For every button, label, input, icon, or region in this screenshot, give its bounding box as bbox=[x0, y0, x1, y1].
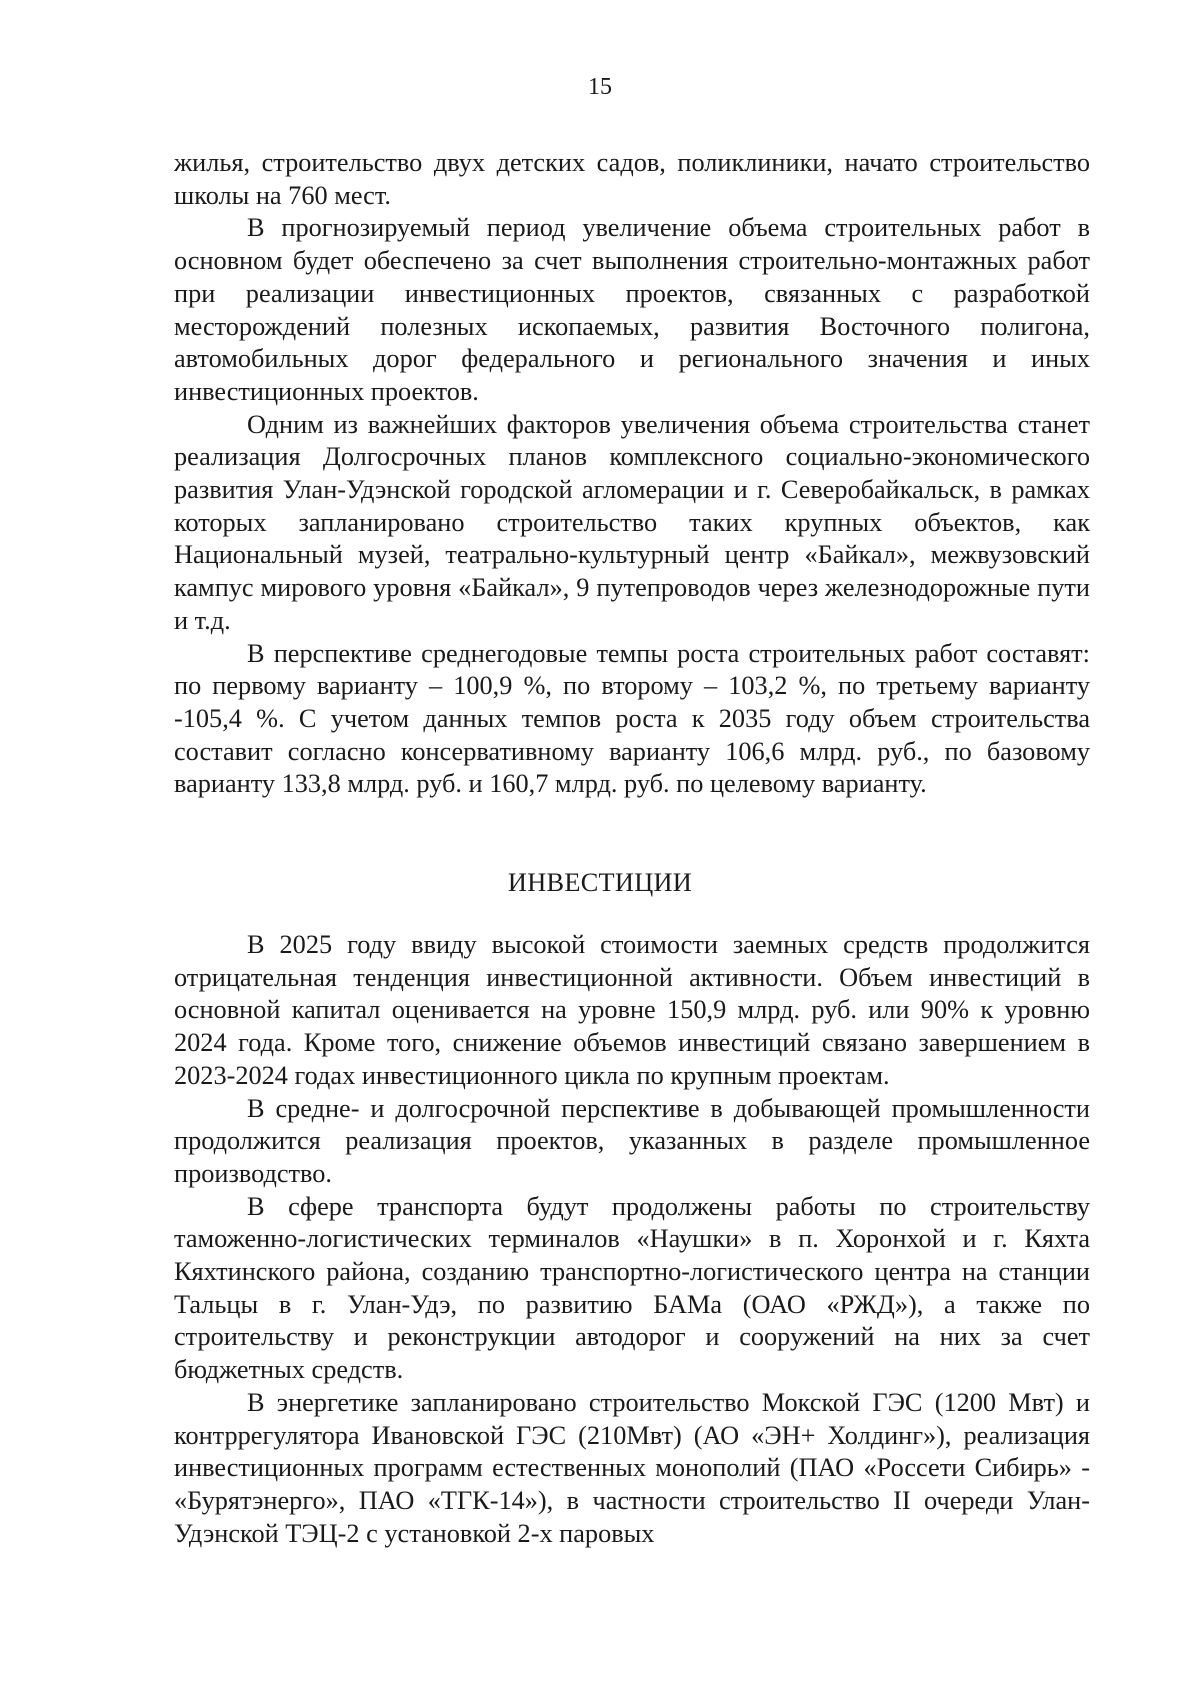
paragraph: В энергетике запланировано строительство Мокской ГЭС (1200 Мвт) и контррегулятора Ивановской ГЭС (210Мвт) (АО «ЭН+ Холдинг»), реализация инвестиционных программ естественных монополий (ПАО «Россети Сибирь» - «Бурятэнерго», ПАО «ТГК-14»), в частности строительство II очереди Улан-Удэнской ТЭЦ-2 с установкой 2-х паровых bbox=[174, 1387, 1090, 1548]
paragraph: В прогнозируемый период увеличение объема строительных работ в основном будет обеспечено за счет выполнения строительно-монтажных работ при реализации инвестиционных проектов, связанных с разработкой месторождений полезных ископаемых, развития Восточного полигона, автомобильных дорог федерального и регионального значения и иных инвестиционных проектов. bbox=[174, 213, 1090, 406]
paragraph: В 2025 году ввиду высокой стоимости заемных средств продолжится отрицательная тенденция инвестиционной активности. Объем инвестиций в основной капитал оценивается на уровне 150,9 млрд. руб. или 90% к уровню 2024 года. Кроме того, снижение объемов инвестиций связано завершением в 2023-2024 годах инвестиционного цикла по крупным проектам. bbox=[174, 930, 1090, 1090]
section-heading: ИНВЕСТИЦИИ bbox=[507, 868, 693, 897]
text-block-investments bbox=[174, 929, 1090, 1550]
page-number: 15 bbox=[588, 74, 612, 100]
paragraph: Одним из важнейших факторов увеличения объема строительства станет реализация Долгосрочных планов комплексного социально-экономического развития Улан-Удэнской городской агломерации и г. Северобайкальск, в рамках которых запланировано строительство таких крупных объектов, как Национальный музей, театрально-культурный центр «Байкал», межвузовский кампус мирового уровня «Байкал», 9 путепроводов через железнодорожные пути и т.д. bbox=[174, 409, 1090, 635]
paragraph: В сфере транспорта будут продолжены работы по строительству таможенно-логистических терминалов «Наушки» в п. Хоронхой и г. Кяхта Кяхтинского района, созданию транспортно-логистического центра на станции Тальцы в г. Улан-Удэ, по развитию БАМа (ОАО «РЖД»), а также по строительству и реконструкции автодорог и сооружений на них за счет бюджетных средств. bbox=[174, 1191, 1090, 1385]
text-block-construction bbox=[174, 147, 1090, 801]
paragraph: В перспективе среднегодовые темпы роста строительных работ составят: по первому варианту – 100,9 %, по второму – 103,2 %, по третьему варианту -105,4 %. С учетом данных темпов роста к 2035 году объем строительства составит согласно консервативному варианту 106,6 млрд. руб., по базовому варианту 133,8 млрд. руб. и 160,7 млрд. руб. по целевому варианту. bbox=[174, 638, 1090, 799]
paragraph: жилья, строительство двух детских садов, поликлиники, начато строительство школы на 760 мест. bbox=[174, 148, 1090, 210]
paragraph: В средне- и долгосрочной перспективе в добывающей промышленности продолжится реализация проектов, указанных в разделе промышленное производство. bbox=[174, 1093, 1090, 1188]
